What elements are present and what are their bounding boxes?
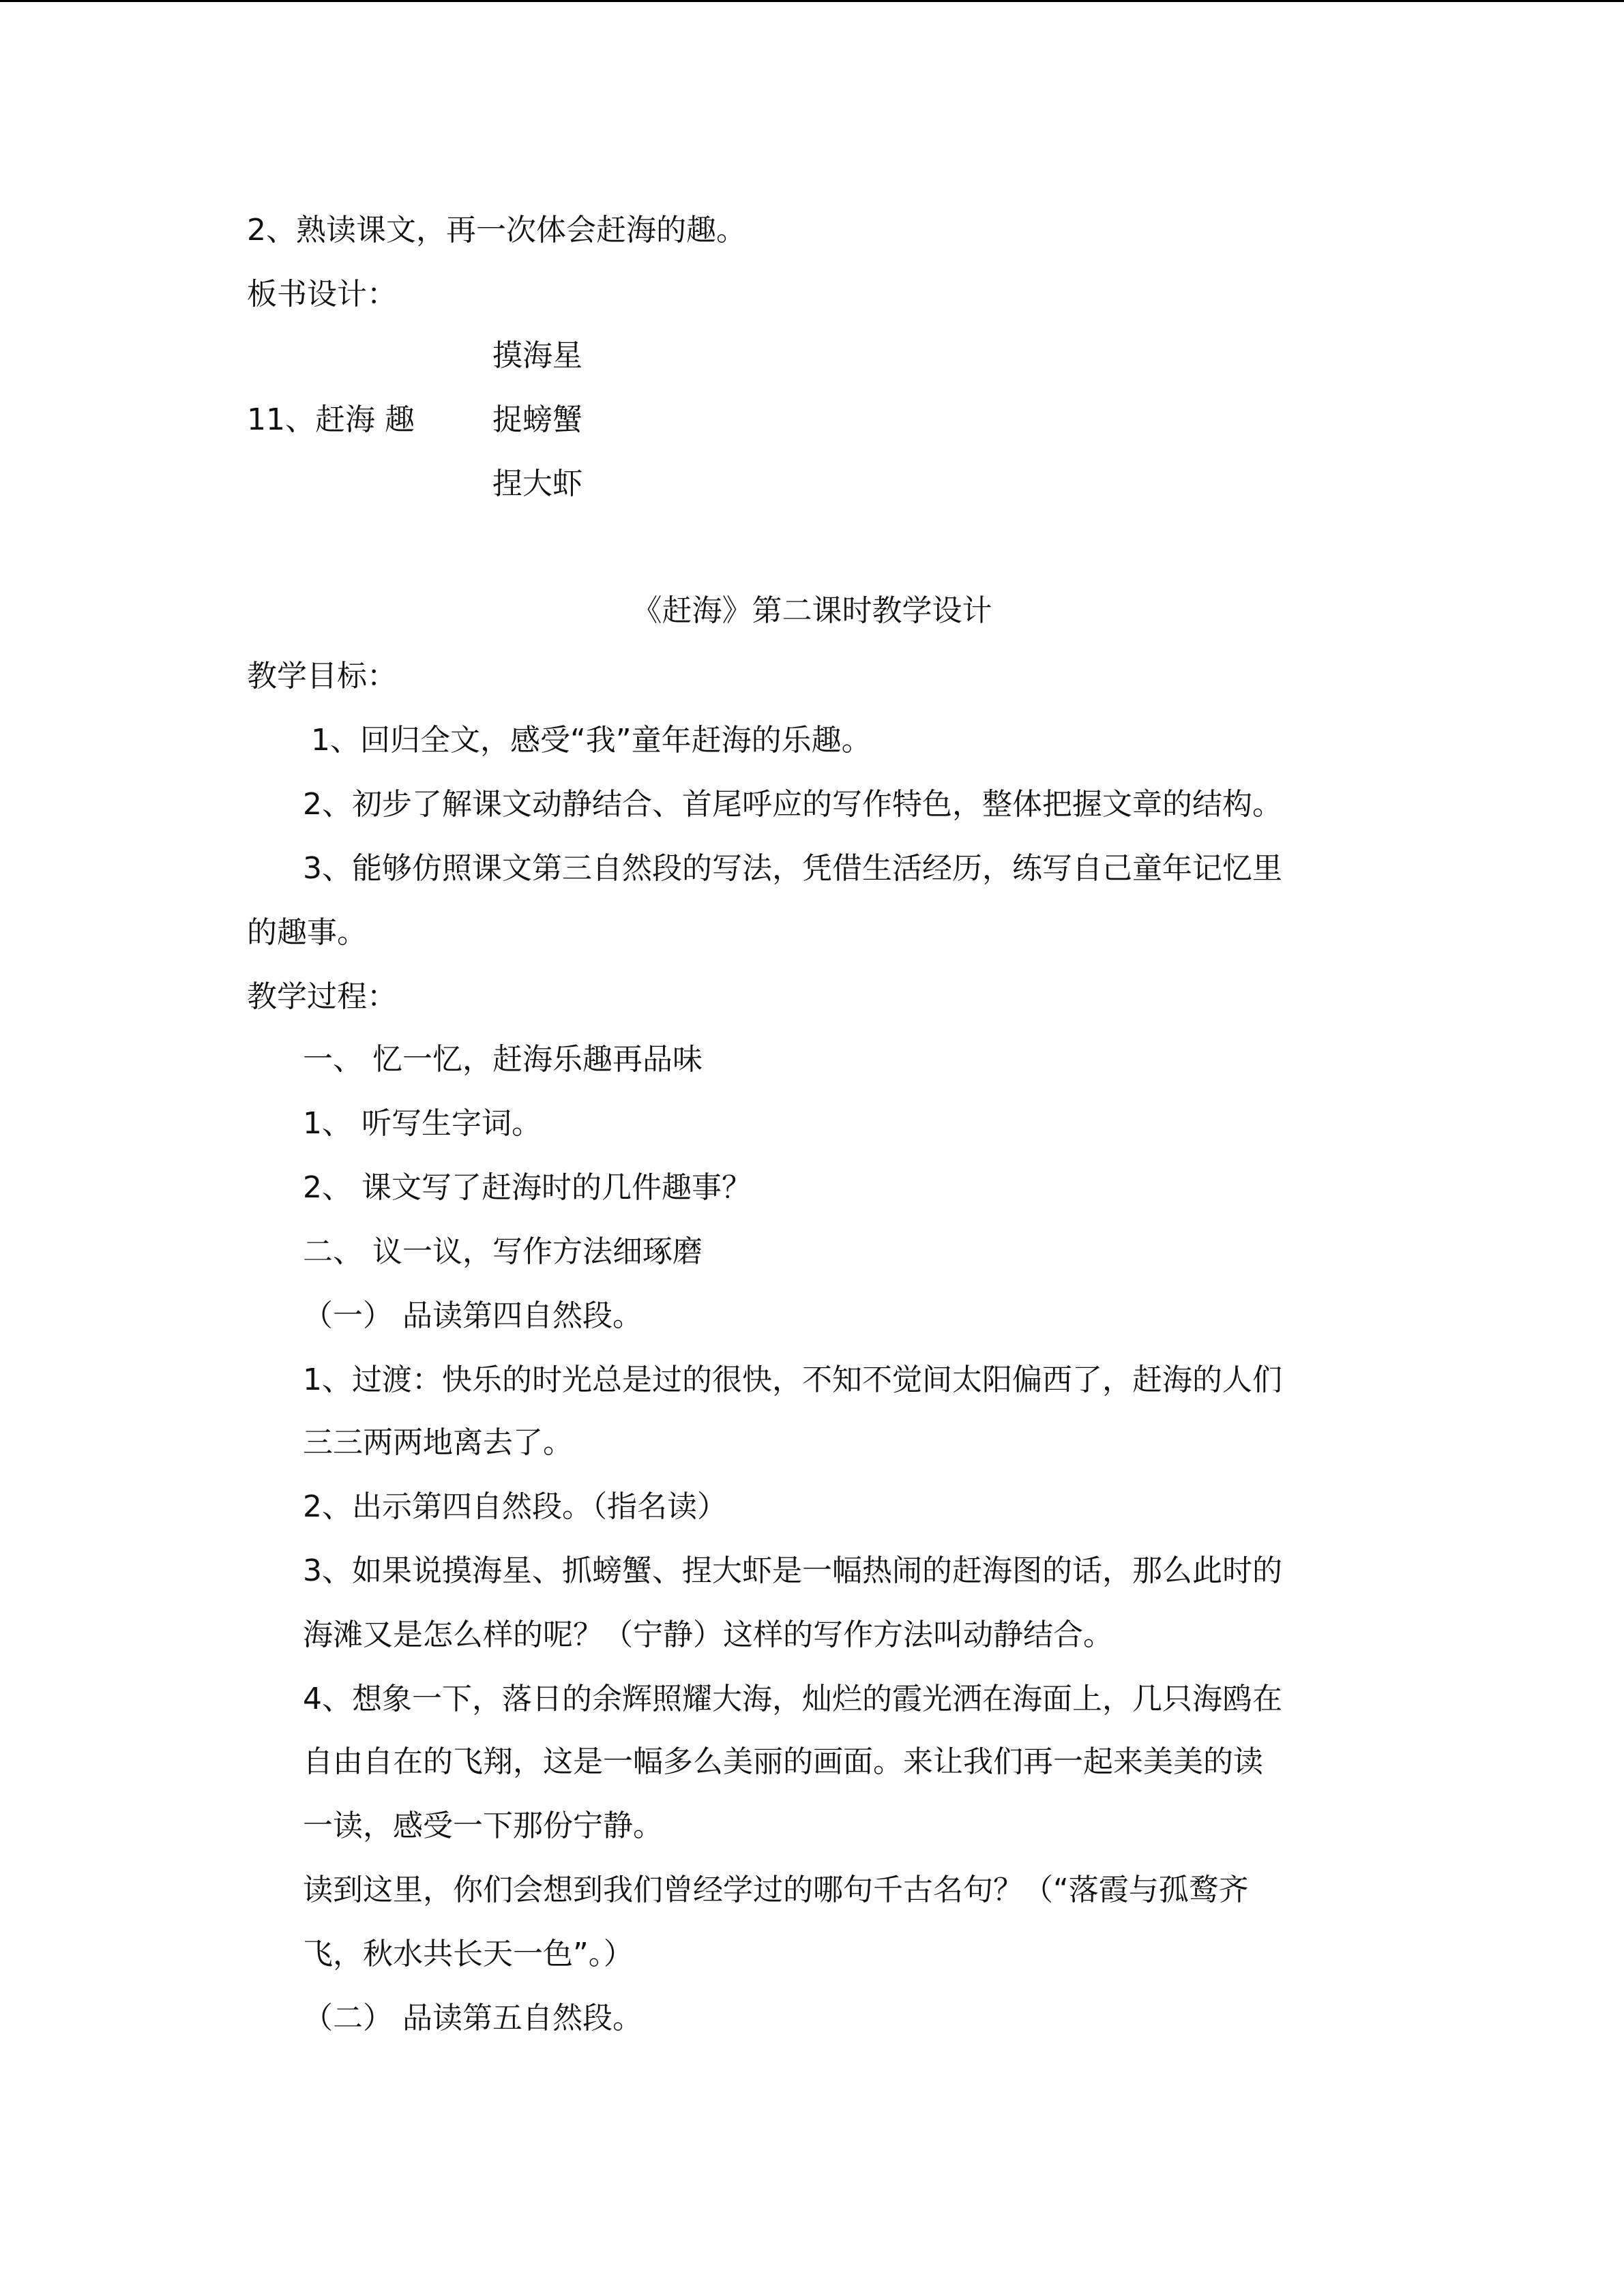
board-lesson-label: 11、赶海 趣 <box>247 402 415 437</box>
step-1-line-1: 1、过渡：快乐的时光总是过的很快，不知不觉间太阳偏西了，赶海的人们 <box>303 1362 1282 1397</box>
board-item-starfish: 摸海星 <box>492 338 582 373</box>
section-1-heading: 一、 忆一忆，赶海乐趣再品味 <box>303 1042 703 1077</box>
step-2: 2、出示第四自然段。（指名读） <box>303 1489 727 1524</box>
process-heading: 教学过程： <box>247 979 397 1014</box>
review-step-2: 2、熟读课文，再一次体会赶海的趣。 <box>247 213 746 248</box>
board-item-shrimp: 捏大虾 <box>492 466 582 501</box>
board-item-crab: 捉螃蟹 <box>492 402 582 437</box>
objective-3-line-2: 的趣事。 <box>247 915 367 950</box>
step-4-line-2: 自由自在的飞翔，这是一幅多么美丽的画面。来让我们再一起来美美的读 <box>303 1744 1263 1779</box>
top-border-line <box>0 0 1624 2</box>
subsection-1-heading: （一） 品读第四自然段。 <box>303 1298 643 1333</box>
objective-3-line-1: 3、能够仿照课文第三自然段的写法，凭借生活经历，练写自己童年记忆里 <box>303 851 1282 886</box>
section-1-item-2: 2、 课文写了赶海时的几件趣事？ <box>303 1170 752 1205</box>
objective-1: 1、回归全文，感受“我”童年赶海的乐趣。 <box>311 723 872 758</box>
objectives-heading: 教学目标： <box>247 659 397 694</box>
page-title: 《赶海》第二课时教学设计 <box>632 593 992 628</box>
quote-prompt-line-1: 读到这里，你们会想到我们曾经学过的哪句千古名句？（“落霞与孤鹜齐 <box>303 1873 1249 1907</box>
step-4-line-1: 4、想象一下，落日的余辉照耀大海，灿烂的霞光洒在海面上，几只海鸥在 <box>303 1682 1282 1716</box>
section-2-heading: 二、 议一议，写作方法细琢磨 <box>303 1234 703 1269</box>
quote-prompt-line-2: 飞，秋水共长天一色”。） <box>303 1937 634 1971</box>
board-design-heading: 板书设计： <box>247 277 397 312</box>
step-4-line-3: 一读，感受一下那份宁静。 <box>303 1808 663 1843</box>
step-3-line-1: 3、如果说摸海星、抓螃蟹、捏大虾是一幅热闹的赶海图的话，那么此时的 <box>303 1553 1282 1588</box>
step-3-line-2: 海滩又是怎么样的呢？（宁静）这样的写作方法叫动静结合。 <box>303 1617 1113 1652</box>
subsection-2-heading: （二） 品读第五自然段。 <box>303 2001 643 2036</box>
objective-2: 2、初步了解课文动静结合、首尾呼应的写作特色，整体把握文章的结构。 <box>303 787 1282 822</box>
section-1-item-1: 1、 听写生字词。 <box>303 1106 542 1141</box>
step-1-line-2: 三三两两地离去了。 <box>303 1425 573 1460</box>
